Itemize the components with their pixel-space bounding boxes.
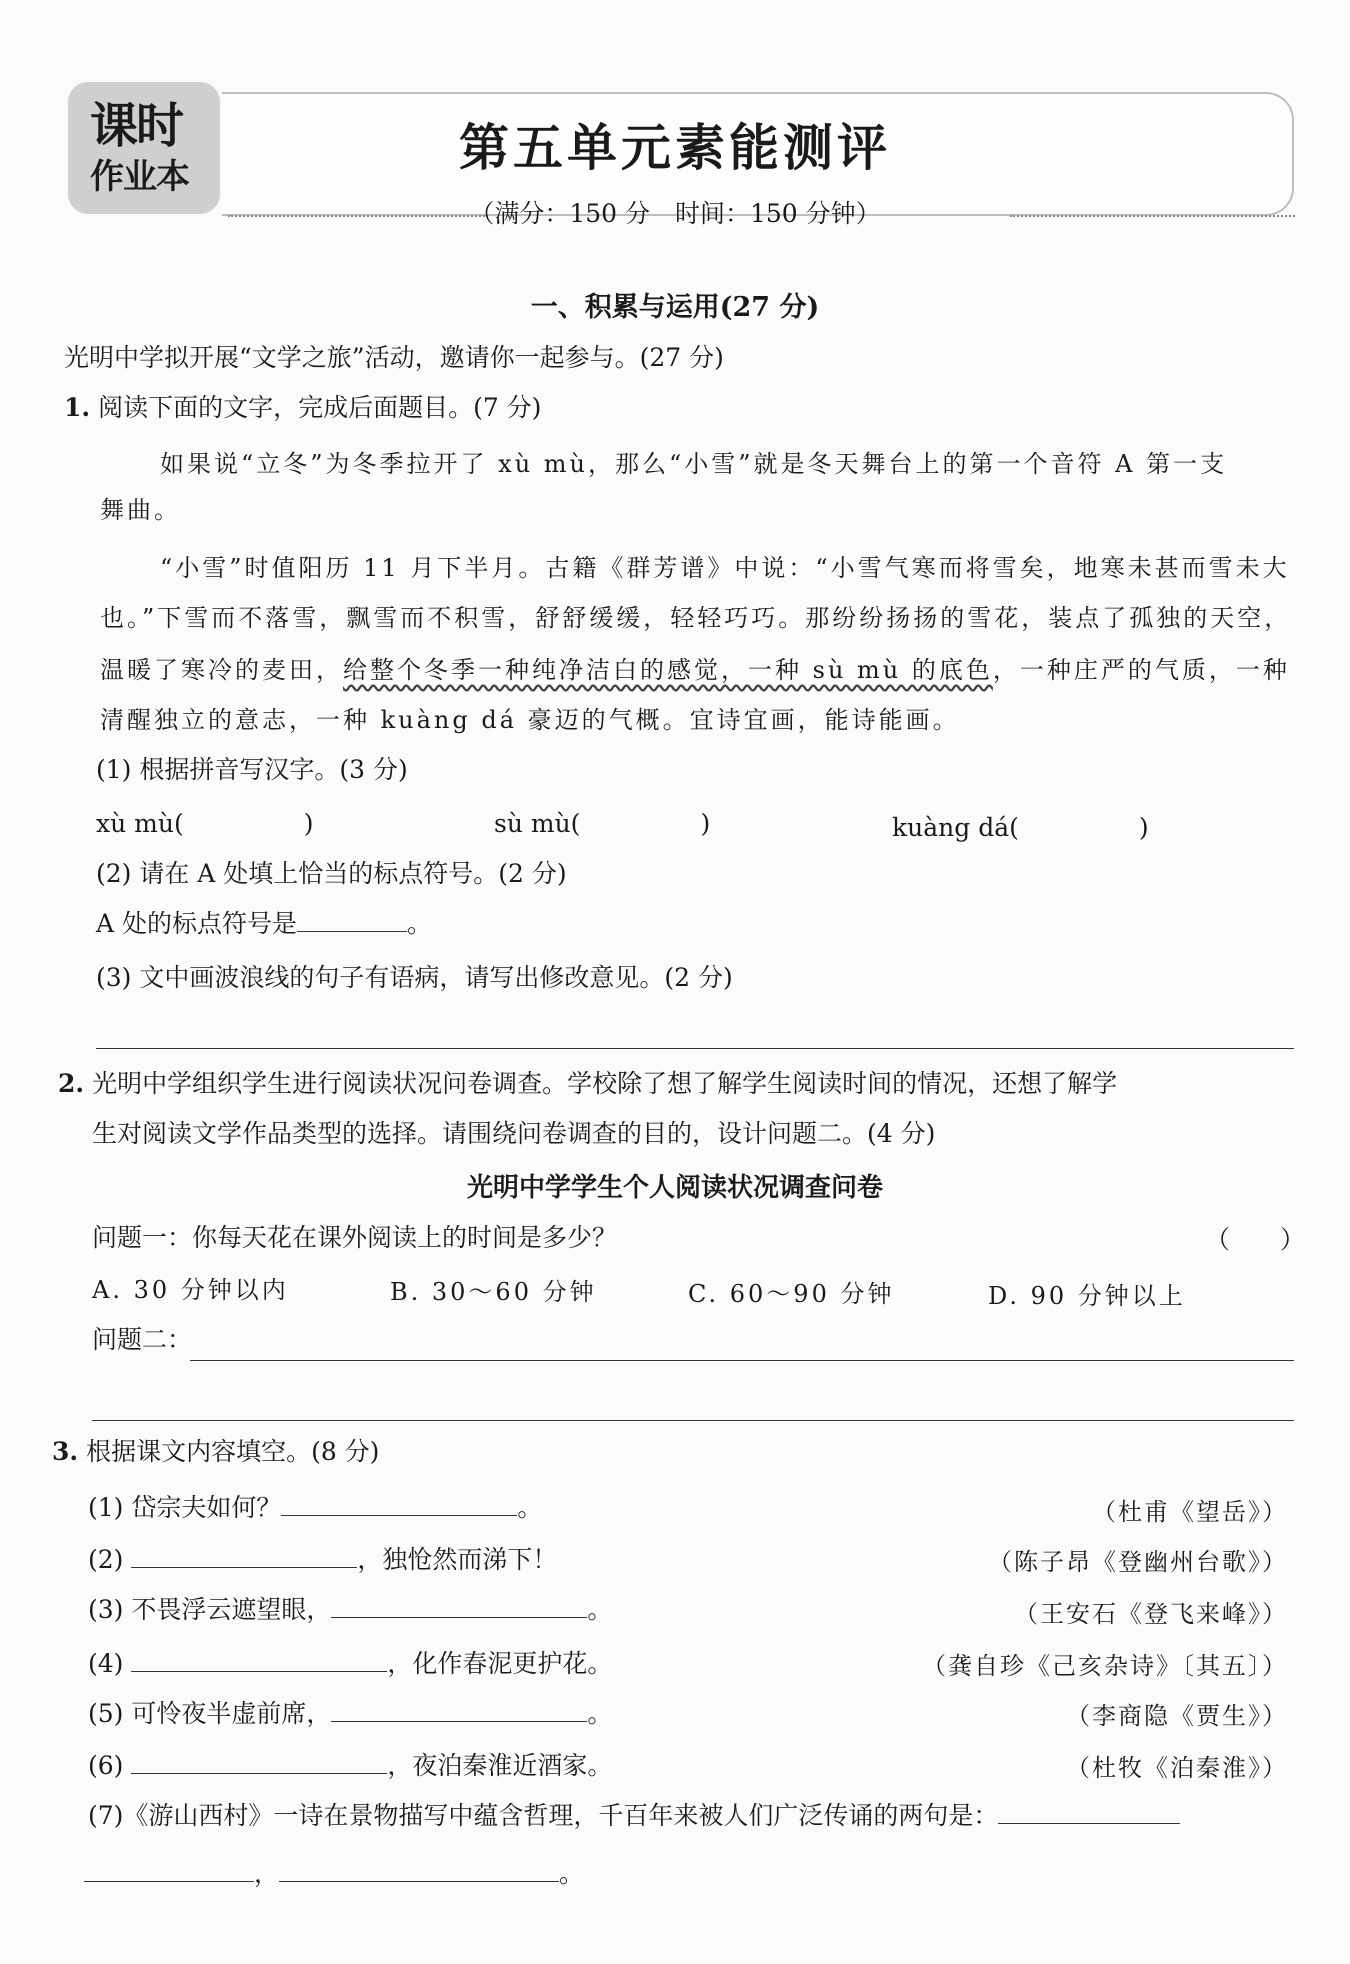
q2-stem: 2. 光明中学组织学生进行阅读状况问卷调查。学校除了想了解学生阅读时间的情况，还想了解学	[58, 1069, 1118, 1098]
q1-passage-line: 舞曲。	[100, 496, 181, 524]
pinyin-2: sù mù( )	[494, 809, 711, 838]
answer-blank[interactable]	[281, 1493, 517, 1516]
answer-blank[interactable]	[998, 1801, 1180, 1824]
fill-item-2: (2) ，独怆然而涕下！	[88, 1545, 558, 1574]
fill-item-6: (6) ，夜泊秦淮近酒家。	[88, 1751, 613, 1780]
option-b: B. 30～60 分钟	[390, 1278, 597, 1306]
logo-line2: 作业本	[90, 157, 189, 197]
answer-blank[interactable]	[131, 1751, 387, 1774]
fill-item-5: (5) 可怜夜半虚前席， 。	[88, 1699, 613, 1728]
q1-passage-line: 如果说“立冬”为冬季拉开了 xù mù，那么“小雪”就是冬天舞台上的第一个音符 A 第一支	[160, 450, 1228, 478]
fill-item-3: (3) 不畏浮云遮望眼， 。	[88, 1595, 613, 1624]
source-4: （龚自珍《己亥杂诗》〔其五〕）	[922, 1652, 1288, 1680]
q1-passage-line: “小雪”时值阳历 11 月下半月。古籍《群芳谱》中说：“小雪气寒而将雪矣，地寒未甚而雪未大	[160, 554, 1290, 582]
source-1: （杜甫《望岳》）	[1092, 1498, 1288, 1526]
answer-blank[interactable]	[297, 909, 407, 932]
section-intro: 光明中学拟开展“文学之旅”活动，邀请你一起参与。(27 分)	[64, 343, 724, 372]
q3-number: 3.	[52, 1437, 79, 1466]
answer-blank[interactable]	[331, 1699, 587, 1722]
option-d: D. 90 分钟以上	[988, 1282, 1186, 1310]
source-2: （陈子昂《登幽州台歌》）	[988, 1548, 1288, 1576]
q2-number: 2.	[58, 1069, 85, 1098]
q1-sub1: (1) 根据拼音写汉字。(3 分)	[96, 755, 408, 784]
source-6: （杜牧《泊秦淮》）	[1066, 1754, 1288, 1782]
answer-blank[interactable]	[279, 1859, 559, 1882]
survey-question-2: 问题二：	[92, 1325, 193, 1354]
answer-blank[interactable]	[131, 1545, 357, 1568]
score-time: （满分：150 分 时间：150 分钟）	[469, 199, 881, 228]
source-3: （王安石《登飞来峰》）	[1014, 1600, 1288, 1628]
answer-blank[interactable]	[84, 1859, 254, 1882]
q1-passage-text: 温暖了寒冷的麦田，	[100, 656, 343, 684]
divider-right	[1010, 215, 1295, 217]
fill-item-7-cont: ， 。	[84, 1856, 584, 1892]
option-c: C. 60～90 分钟	[688, 1280, 895, 1308]
answer-line[interactable]	[92, 1420, 1294, 1421]
q1-text: 阅读下面的文字，完成后面题目。(7 分)	[98, 393, 542, 422]
q2-stem-cont: 生对阅读文学作品类型的选择。请围绕问卷调查的目的，设计问题二。(4 分)	[92, 1119, 936, 1148]
pinyin-1: xù mù( )	[96, 809, 314, 838]
survey-question-1: 问题一：你每天花在课外阅读上的时间是多少？	[92, 1223, 618, 1252]
section-title: 一、积累与运用(27 分)	[530, 292, 820, 323]
q1-passage-text: ，一种庄严的气质，一种	[992, 656, 1290, 684]
q1-sub2: (2) 请在 A 处填上恰当的标点符号。(2 分)	[96, 859, 567, 888]
q1-number: 1.	[64, 393, 91, 422]
page-title: 第五单元素能测评	[459, 118, 891, 177]
q1-stem	[64, 390, 541, 426]
q1-wavy-sentence: 给整个冬季一种纯净洁白的感觉，一种 sù mù 的底色	[343, 656, 993, 684]
q1-passage-line: 也。”下雪而不落雪，飘雪而不积雪，舒舒缓缓，轻轻巧巧。那纷纷扬扬的雪花，装点了孤独的天空，	[100, 604, 1292, 632]
fill-item-7: (7)《游山西村》一诗在景物描写中蕴含哲理，千百年来被人们广泛传诵的两句是：	[88, 1798, 1180, 1834]
option-a: A. 30 分钟以内	[92, 1276, 289, 1304]
answer-blank[interactable]	[331, 1595, 587, 1618]
q1-sub3: (3) 文中画波浪线的句子有语病，请写出修改意见。(2 分)	[96, 963, 733, 992]
survey-title: 光明中学学生个人阅读状况调查问卷	[466, 1173, 883, 1203]
answer-blank[interactable]	[131, 1649, 387, 1672]
fill-item-1: (1) 岱宗夫如何？ 。	[88, 1493, 543, 1522]
q1-passage-line: 清醒独立的意志，一种 kuàng dá 豪迈的气概。宜诗宜画，能诗能画。	[100, 706, 960, 734]
source-5: （李商隐《贾生》）	[1066, 1702, 1288, 1730]
q1-sub2-answer: A 处的标点符号是 。	[96, 909, 433, 938]
pinyin-3: kuàng dá( )	[892, 813, 1149, 842]
answer-line[interactable]	[190, 1360, 1294, 1361]
answer-line[interactable]	[96, 1048, 1294, 1049]
q1-passage-line	[100, 652, 1290, 688]
q3-stem: 3. 根据课文内容填空。(8 分)	[52, 1437, 380, 1466]
logo-line1: 课时	[90, 98, 183, 154]
fill-item-4: (4) ，化作春泥更护花。	[88, 1649, 613, 1678]
answer-paren[interactable]: （ ）	[1205, 1225, 1306, 1254]
